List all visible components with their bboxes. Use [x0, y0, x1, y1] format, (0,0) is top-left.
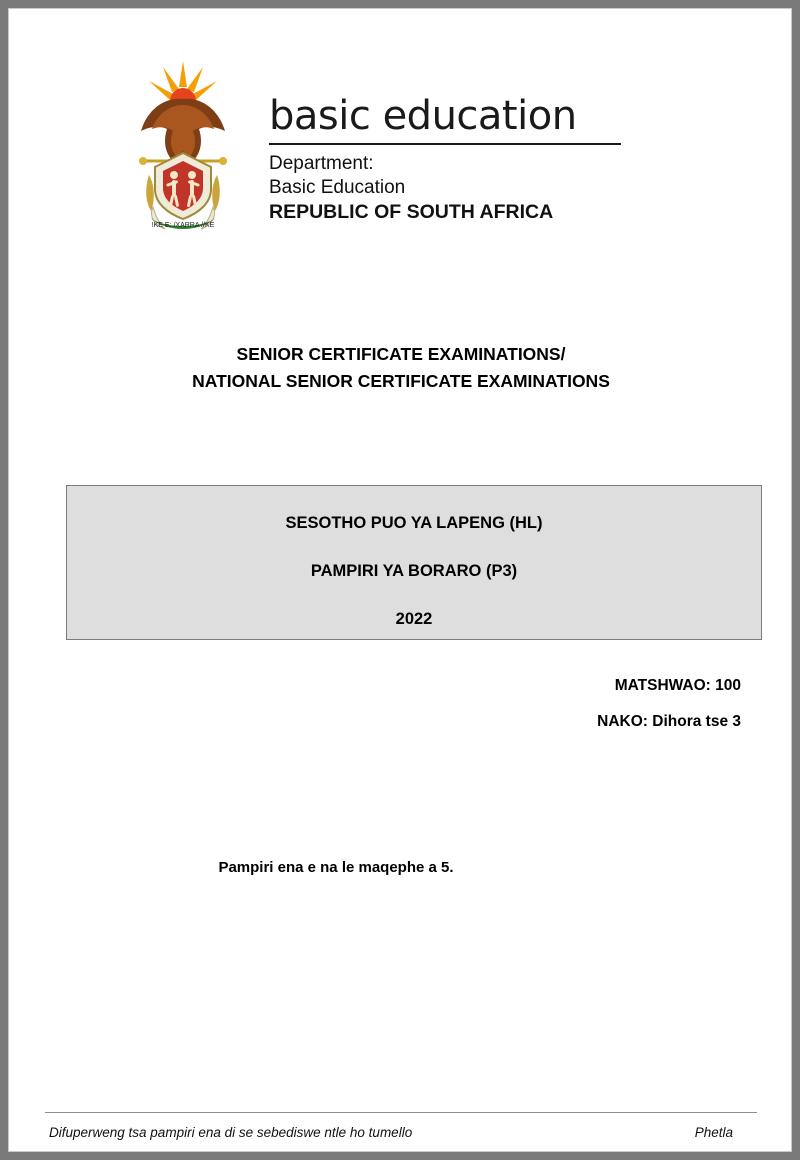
- exam-heading-line-1: SENIOR CERTIFICATE EXAMINATIONS/: [236, 344, 566, 364]
- department-name: Basic Education: [269, 177, 406, 198]
- exam-paper-page: [8, 8, 792, 1152]
- page-footer: [49, 1125, 757, 1140]
- total-marks: MATSHWAO: 100: [614, 677, 741, 694]
- country-name: REPUBLIC OF SOUTH AFRICA: [269, 201, 554, 223]
- turn-over-label: Phetla: [694, 1125, 733, 1140]
- page-count-note: Pampiri ena e na le maqephe a 5.: [218, 859, 454, 876]
- exam-heading: [69, 341, 733, 395]
- south-africa-coat-of-arms-icon: [119, 57, 247, 239]
- svg-text:!KE E: /XARRA //KE: !KE E: /XARRA //KE: [151, 222, 215, 229]
- paper-number: PAMPIRI YA BORARO (P3): [310, 562, 518, 580]
- exam-duration: NAKO: Dihora tse 3: [597, 713, 741, 730]
- marks-and-time: [597, 677, 741, 749]
- department-header: [119, 57, 679, 247]
- wordmark-divider: [269, 143, 621, 145]
- footer-divider: [45, 1112, 757, 1113]
- subject-title: SESOTHO PUO YA LAPENG (HL): [285, 514, 543, 532]
- basic-education-title: basic education: [269, 93, 577, 139]
- subject-box: [66, 485, 762, 640]
- department-wordmark: [269, 57, 679, 224]
- exam-heading-line-2: NATIONAL SENIOR CERTIFICATE EXAMINATIONS: [192, 371, 610, 391]
- copyright-notice: Difuperweng tsa pampiri ena di se sebediswe ntle ho tumello: [49, 1125, 413, 1140]
- department-label: Department:: [269, 153, 374, 174]
- exam-year: 2022: [395, 610, 433, 628]
